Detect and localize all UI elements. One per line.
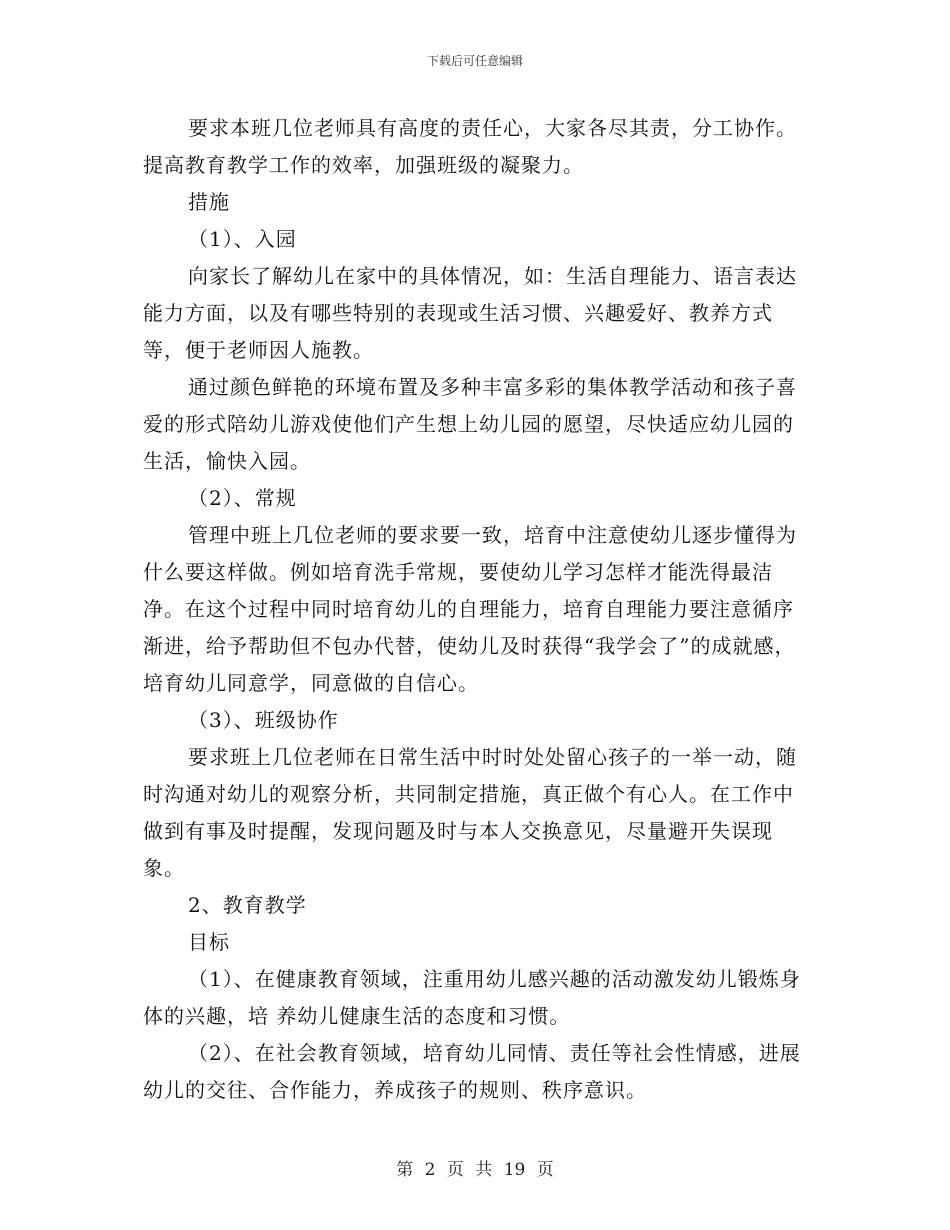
section-heading: 2、教育教学 [188,893,307,917]
paragraph: 要求本班几位老师具有高度的责任心，大家各尽其责，分工协作。提高教育教学工作的效率，加强班级的凝聚力。 [143,116,797,177]
paragraph: 通过颜色鲜艳的环境布置及多种丰富多彩的集体教学活动和孩子喜爱的形式陪幼儿游戏使他们产生想上幼儿园的愿望，尽快适应幼儿园的生活，愉快入园。 [143,375,797,473]
paragraph: 要求班上几位老师在日常生活中时时处处留心孩子的一举一动，随时沟通对幼儿的观察分析，共同制定措施，真正做个有心人。在工作中做到有事及时提醒，发现问题及时与本人交换意见，尽量避开失误现象。 [143,745,797,880]
paragraph: 管理中班上几位老师的要求要一致，培育中注意使幼儿逐步懂得为什么要这样做。例如培育洗手常规，要使幼儿学习怎样才能洗得最洁净。在这个过程中同时培育幼儿的自理能力，培育自理能力要注意循序渐进，给予帮助但不包办代替，使幼儿及时获得“我学会了”的成就感，培育幼儿同意学，同意做的自信心。 [143,523,797,695]
page-number-footer: 第 2 页 共 19 页 [396,1160,554,1180]
subsection-heading: （2）、常规 [188,486,297,510]
paragraph: 向家长了解幼儿在家中的具体情况，如：生活自理能力、语言表达能力方面，以及有哪些特别的表现或生活习惯、兴趣爱好、教养方式等，便于老师因人施教。 [143,264,797,362]
subsection-heading: （3）、班级协作 [188,708,339,732]
section-heading: 措施 [188,190,230,214]
document-body [143,110,808,1109]
paragraph: （1）、在健康教育领域，注重用幼儿感兴趣的活动激发幼儿锻炼身体的兴趣，培 养幼儿健康生活的态度和习惯。 [143,967,801,1028]
section-heading: 目标 [188,930,230,954]
page-header-note: 下载后可任意编辑 [426,54,523,68]
paragraph: （2）、在社会教育领域，培育幼儿同情、责任等社会性情感，进展幼儿的交往、合作能力，养成孩子的规则、秩序意识。 [143,1041,801,1102]
subsection-heading: （1）、入园 [188,227,297,251]
